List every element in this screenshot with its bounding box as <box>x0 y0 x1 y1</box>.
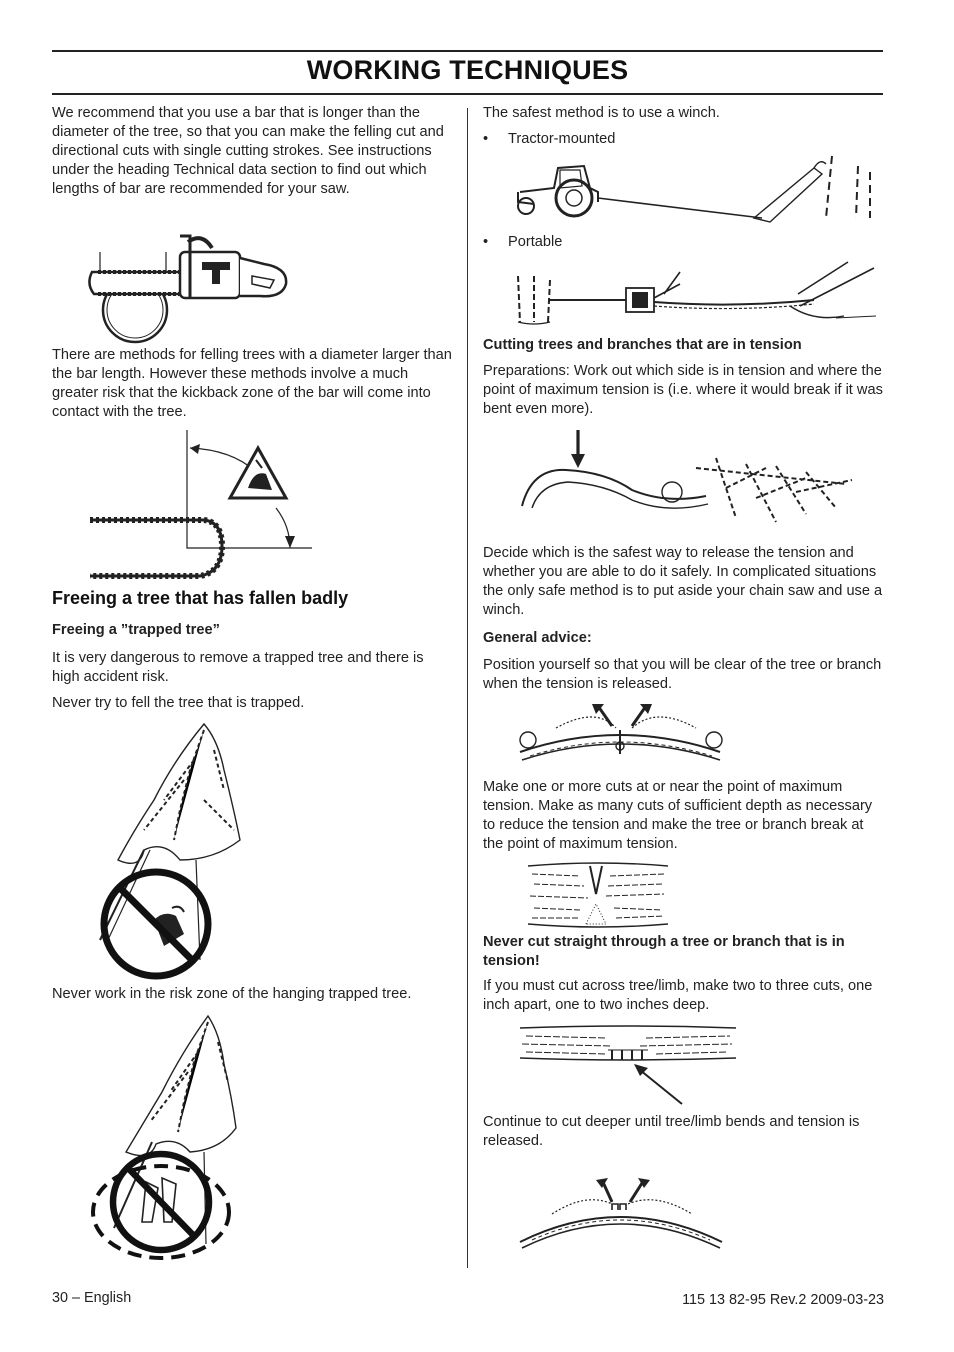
right-paragraph-winch: The safest method is to use a winch. <box>483 105 720 121</box>
right-paragraph-preparations: Preparations: Work out which side is in tension and where the point of maximum tension is (i.e. where it would break if it was bent even more). <box>483 363 883 417</box>
left-paragraph-large-diameter: There are methods for felling trees with a diameter larger than the bar length. However these methods involve a much greater risk that the kickback zone of the bar will come into contact with the tree. <box>52 347 452 420</box>
bullet-label: Portable <box>508 234 563 250</box>
tension-trunk-illustration <box>516 428 858 534</box>
notched-log-illustration <box>524 860 670 928</box>
risk-zone-prohibition-illustration <box>86 1012 236 1264</box>
trapped-tree-prohibition-illustration <box>84 720 256 982</box>
column-divider <box>467 108 468 1268</box>
multiple-cuts-illustration <box>516 1024 740 1110</box>
heading-tension: Cutting trees and branches that are in tension <box>483 337 802 353</box>
left-paragraph-never-fell: Never try to fell the tree that is trapped. <box>52 695 305 711</box>
footer-page-number: 30 – English <box>52 1290 132 1306</box>
footer-document-id: 115 13 82-95 Rev.2 2009-03-23 <box>682 1292 884 1308</box>
prohibition-icon <box>104 872 208 976</box>
bending-log-illustration <box>516 1174 726 1250</box>
bullet-dot: • <box>483 234 489 250</box>
portable-winch-illustration <box>514 262 880 328</box>
kickback-warning-icon <box>230 448 286 498</box>
bullet-tractor-mounted <box>483 130 883 150</box>
left-paragraph-bar-length: We recommend that you use a bar that is longer than the diameter of the tree, so that you can make the felling cut and directional cuts with single cutting strokes. See instructions under the heading Technical data section to find out which lengths of bar are recommended for your saw. <box>52 105 444 197</box>
heading-general-advice: General advice: <box>483 630 592 646</box>
right-paragraph-position: Position yourself so that you will be clear of the tree or branch when the tension is released. <box>483 657 882 692</box>
section-heading-freeing-tree: Freeing a tree that has fallen badly <box>52 588 349 608</box>
header-rule-bottom <box>52 93 883 95</box>
saw-over-log-illustration <box>84 222 294 344</box>
bullet-dot: • <box>483 131 489 147</box>
release-arrows-illustration <box>516 700 728 768</box>
bullet-portable <box>483 233 883 253</box>
left-paragraph-risk-zone: Never work in the risk zone of the hanging trapped tree. <box>52 986 412 1002</box>
right-paragraph-cross-cuts: If you must cut across tree/limb, make two to three cuts, one inch apart, one to two inches deep. <box>483 978 873 1013</box>
right-paragraph-continue: Continue to cut deeper until tree/limb bends and tension is released. <box>483 1114 860 1149</box>
subheading-trapped-tree: Freeing a ”trapped tree” <box>52 622 220 638</box>
warning-never-cut-through: Never cut straight through a tree or branch that is in tension! <box>483 934 845 969</box>
right-paragraph-decide: Decide which is the safest way to release the tension and whether you are able to do it safely. In complicated situations the only safe method is to put aside your chain saw and use a winch. <box>483 545 883 618</box>
prohibition-icon <box>113 1154 209 1250</box>
bullet-label: Tractor-mounted <box>508 131 616 147</box>
tractor-winch-illustration <box>514 152 876 224</box>
left-paragraph-dangerous: It is very dangerous to remove a trapped tree and there is high accident risk. <box>52 650 424 685</box>
right-paragraph-make-cuts: Make one or more cuts at or near the point of maximum tension. Make as many cuts of sufficient depth as necessary to reduce the tension and make the tree or branch break at the point of maximum tension. <box>483 779 873 852</box>
kickback-zone-illustration <box>86 430 314 582</box>
page-title: WORKING TECHNIQUES <box>306 55 629 85</box>
header-rule-top <box>52 50 883 52</box>
